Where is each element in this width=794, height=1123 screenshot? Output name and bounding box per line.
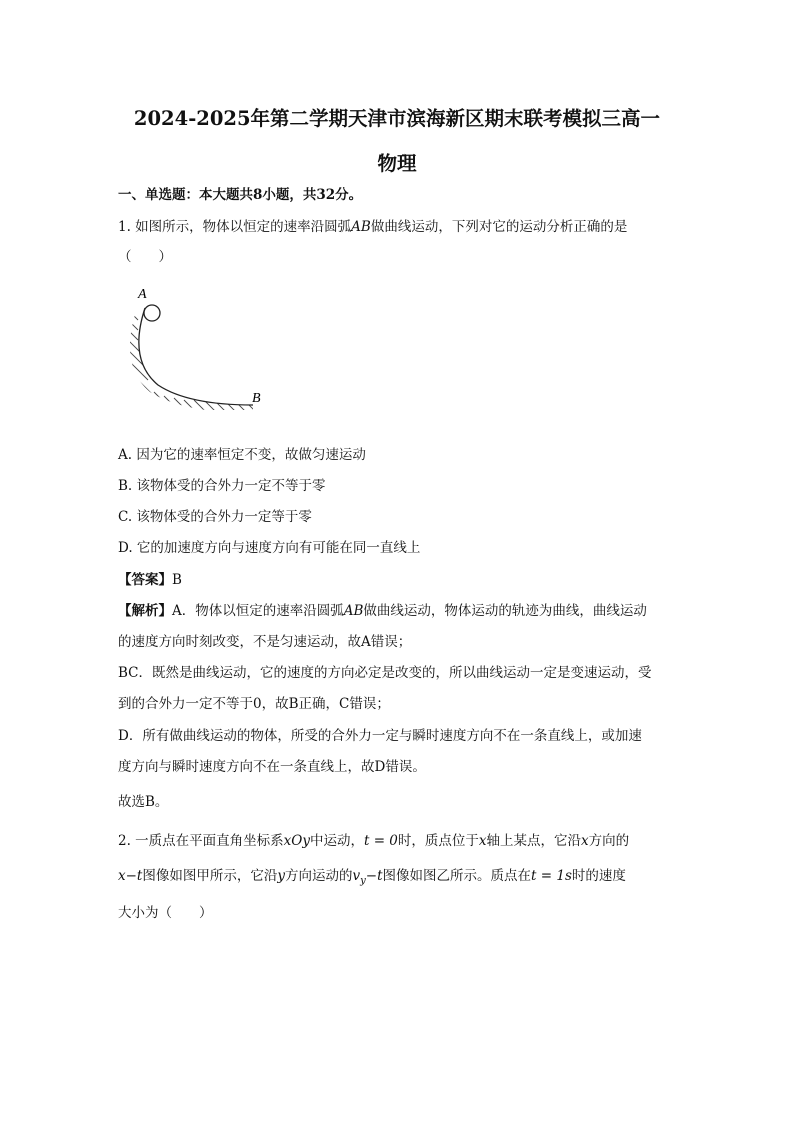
x-var: x — [478, 833, 487, 849]
time-one: t = 1s — [531, 868, 572, 884]
point-a-label: A — [138, 287, 147, 302]
option-c: C. 该物体受的合外力一定等于零 — [118, 509, 312, 525]
answer-value: B — [172, 572, 182, 588]
x-var: x — [581, 833, 589, 849]
option-a: A. 因为它的速率恒定不变，故做匀速运动 — [118, 447, 366, 463]
analysis-text: 做曲线运动，物体运动的轨迹为曲线，曲线运动 — [363, 603, 647, 619]
analysis-line-3: BC．既然是曲线运动，它的速度的方向必定是改变的，所以曲线运动一定是变速运动，受 — [118, 665, 652, 681]
coordinate-system: xOy — [283, 833, 310, 849]
time-zero: t = 0 — [363, 833, 398, 849]
document-title: 2024-2025年第二学期天津市滨海新区期末联考模拟三高一 — [133, 107, 661, 130]
analysis-line-5: D．所有做曲线运动的物体，所受的合外力一定与瞬时速度方向不在一条直线上，或加速 — [118, 728, 642, 744]
arc-figure — [118, 280, 278, 410]
question-1-stem — [118, 218, 627, 236]
question-1-answer-bracket: （ ） — [118, 249, 172, 265]
q2-text: 2. 一质点在平面直角坐标系 — [118, 833, 284, 849]
stem-text: 做曲线运动，下列对它的运动分析正确的是 — [370, 219, 628, 235]
subject-title: 物理 — [377, 152, 417, 175]
analysis-line-6: 度方向与瞬时速度方向不在一条直线上，故D错误。 — [118, 759, 426, 775]
ground-hatching — [118, 300, 258, 410]
x-t-graph: x−t — [118, 868, 143, 884]
conclusion: 故选B。 — [118, 794, 169, 810]
q2-text: 时的速度 — [571, 868, 626, 884]
question-2-line-1 — [118, 832, 629, 850]
q2-text: 方向的 — [588, 833, 630, 849]
point-b-label: B — [252, 391, 261, 406]
q2-text: 图像如图甲所示，它沿 — [142, 868, 278, 884]
q2-text: 时，质点位于 — [397, 833, 479, 849]
analysis-line-1 — [118, 602, 647, 620]
answer-line — [118, 571, 182, 589]
arc-label: AB — [343, 603, 364, 619]
q2-text: 轴上某点，它沿 — [486, 833, 582, 849]
arc-label: AB — [351, 219, 371, 235]
arc-ab — [139, 308, 253, 405]
analysis-line-4: 到的合外力一定不等于0，故B正确，C错误； — [118, 696, 390, 712]
option-d: D. 它的加速度方向与速度方向有可能在同一直线上 — [118, 540, 421, 556]
question-2-line-2 — [118, 867, 626, 891]
analysis-text: A．物体以恒定的速率沿圆弧 — [172, 603, 344, 619]
analysis-line-2: 的速度方向时刻改变，不是匀速运动，故A错误； — [118, 634, 412, 650]
analysis-tag: 【解析】 — [118, 603, 172, 619]
vy-subscript: y — [360, 875, 366, 887]
q2-text: 图像如图乙所示。质点在 — [382, 868, 532, 884]
y-var: y — [277, 868, 285, 884]
stem-text: 1. 如图所示，物体以恒定的速率沿圆弧 — [118, 219, 352, 235]
q2-text: 方向运动的 — [285, 868, 353, 884]
vy-var: v — [352, 868, 361, 884]
answer-tag: 【答案】 — [118, 572, 172, 588]
q2-text: 中运动， — [309, 833, 364, 849]
vy-t-graph: −t — [365, 868, 383, 884]
question-2-line-3: 大小为（ ） — [118, 905, 213, 921]
option-b: B. 该物体受的合外力一定不等于零 — [118, 478, 326, 494]
ball — [144, 305, 160, 321]
section-heading: 一、单选题：本大题共8小题，共32分。 — [118, 187, 363, 203]
